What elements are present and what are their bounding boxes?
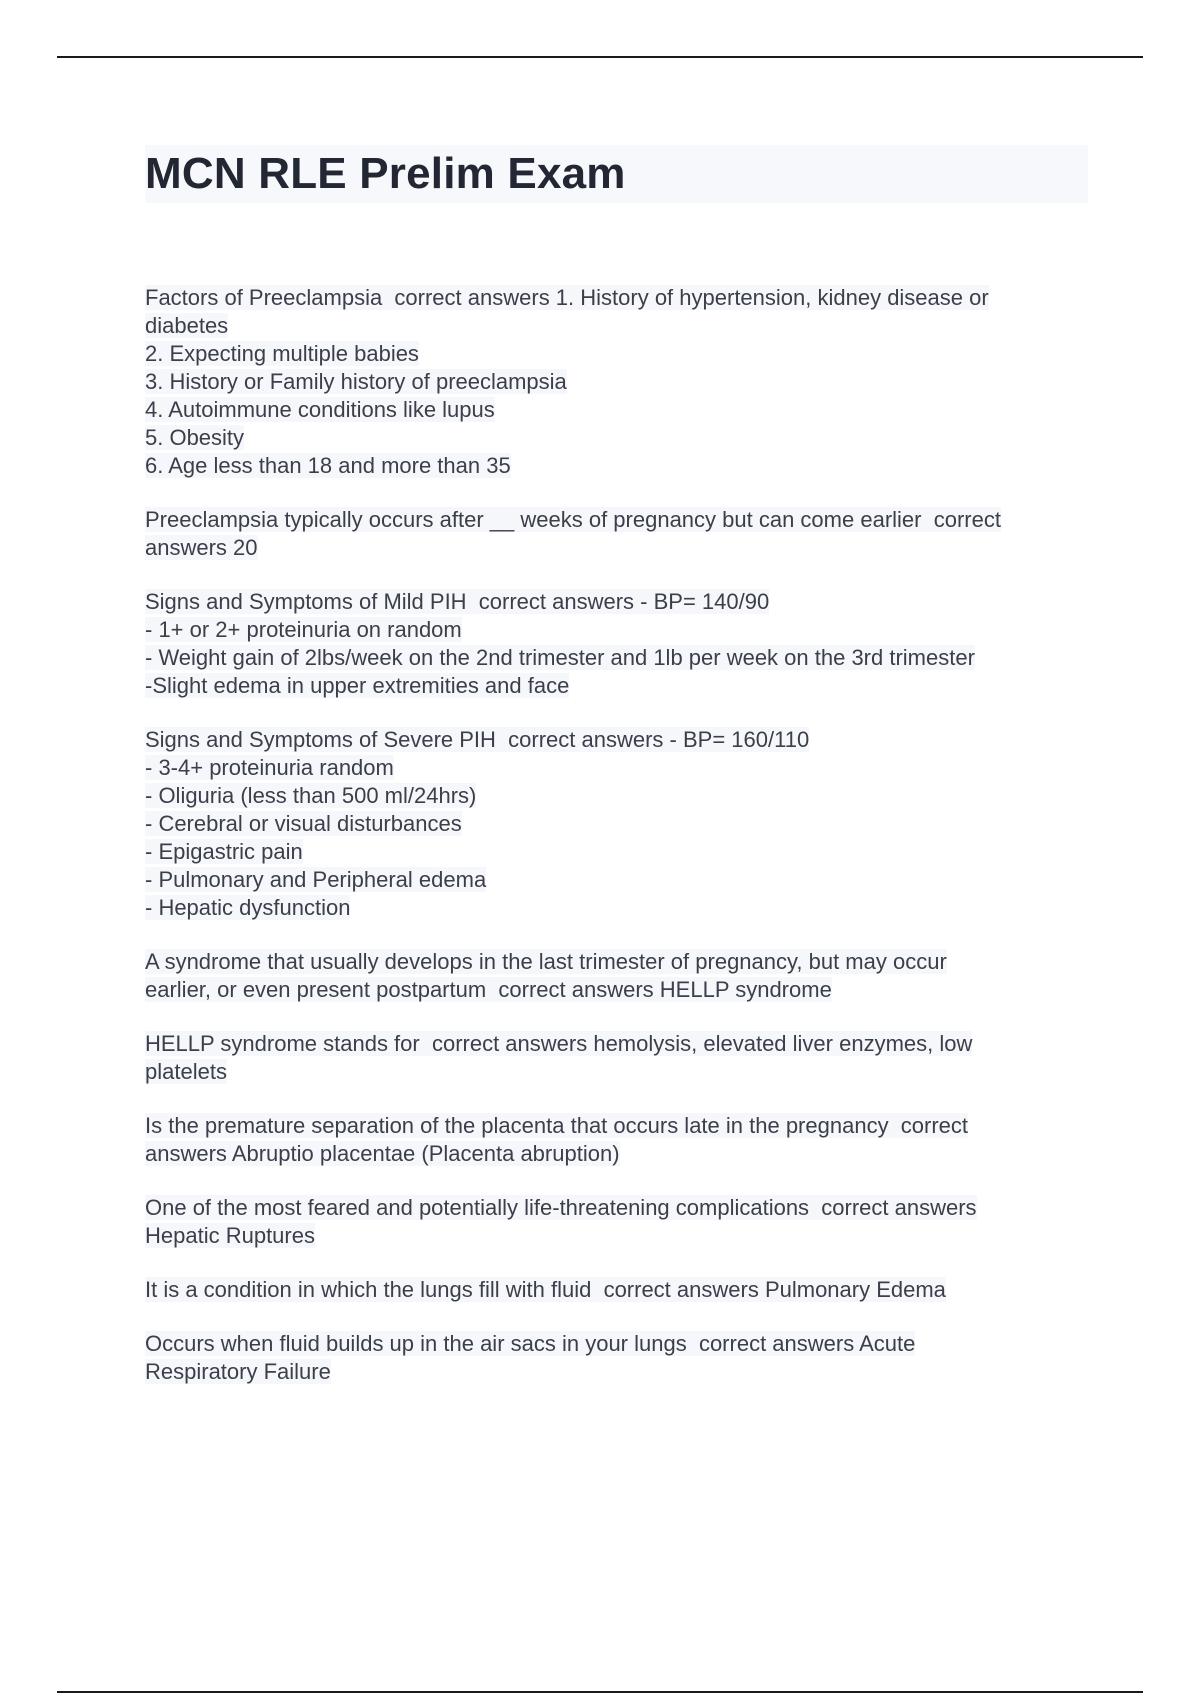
top-rule xyxy=(57,56,1143,58)
qa-line: - Pulmonary and Peripheral edema xyxy=(145,867,487,892)
qa-line: Occurs when fluid builds up in the air sacs in your lungs correct answers Acute xyxy=(145,1331,916,1356)
qa-entry xyxy=(145,1276,1095,1304)
qa-entry xyxy=(145,1330,1095,1386)
qa-line: Is the premature separation of the placenta that occurs late in the pregnancy correct xyxy=(145,1113,969,1138)
qa-entry xyxy=(145,948,1095,1004)
qa-line: Preeclampsia typically occurs after __ weeks of pregnancy but can come earlier correct xyxy=(145,507,1001,532)
qa-line: Respiratory Failure xyxy=(145,1359,331,1384)
qa-line: 5. Obesity xyxy=(145,425,245,450)
qa-line: Factors of Preeclampsia correct answers 1. History of hypertension, kidney disease or xyxy=(145,285,989,310)
page-title: MCN RLE Prelim Exam xyxy=(145,149,626,198)
qa-entry xyxy=(145,1030,1095,1086)
qa-line: - Hepatic dysfunction xyxy=(145,895,351,920)
qa-line: - 3-4+ proteinuria random xyxy=(145,755,394,780)
qa-entry xyxy=(145,588,1095,700)
qa-line: It is a condition in which the lungs fill with fluid correct answers Pulmonary Edema xyxy=(145,1277,946,1302)
qa-line: Hepatic Ruptures xyxy=(145,1223,315,1248)
qa-line: Signs and Symptoms of Mild PIH correct answers - BP= 140/90 xyxy=(145,589,770,614)
qa-line: earlier, or even present postpartum correct answers HELLP syndrome xyxy=(145,977,832,1002)
qa-entry xyxy=(145,506,1095,562)
qa-line: Signs and Symptoms of Severe PIH correct answers - BP= 160/110 xyxy=(145,727,810,752)
qa-line: - Cerebral or visual disturbances xyxy=(145,811,462,836)
qa-line: - Oliguria (less than 500 ml/24hrs) xyxy=(145,783,477,808)
bottom-rule xyxy=(57,1691,1143,1693)
qa-list xyxy=(145,284,1095,1412)
qa-entry xyxy=(145,1112,1095,1168)
qa-line: -Slight edema in upper extremities and face xyxy=(145,673,570,698)
qa-line: - Weight gain of 2lbs/week on the 2nd trimester and 1lb per week on the 3rd trimester xyxy=(145,645,975,670)
qa-line: 6. Age less than 18 and more than 35 xyxy=(145,453,511,478)
qa-line: 4. Autoimmune conditions like lupus xyxy=(145,397,495,422)
qa-line: - 1+ or 2+ proteinuria on random xyxy=(145,617,462,642)
qa-line: platelets xyxy=(145,1059,227,1084)
qa-line: answers 20 xyxy=(145,535,258,560)
qa-line: One of the most feared and potentially life-threatening complications correct answers xyxy=(145,1195,977,1220)
qa-entry xyxy=(145,726,1095,922)
qa-line: answers Abruptio placentae (Placenta abruption) xyxy=(145,1141,620,1166)
qa-entry xyxy=(145,284,1095,480)
qa-entry xyxy=(145,1194,1095,1250)
qa-line: HELLP syndrome stands for correct answers hemolysis, elevated liver enzymes, low xyxy=(145,1031,973,1056)
qa-line: A syndrome that usually develops in the last trimester of pregnancy, but may occur xyxy=(145,949,947,974)
qa-line: 3. History or Family history of preeclampsia xyxy=(145,369,567,394)
qa-line: 2. Expecting multiple babies xyxy=(145,341,419,366)
qa-line: diabetes xyxy=(145,313,229,338)
qa-line: - Epigastric pain xyxy=(145,839,303,864)
